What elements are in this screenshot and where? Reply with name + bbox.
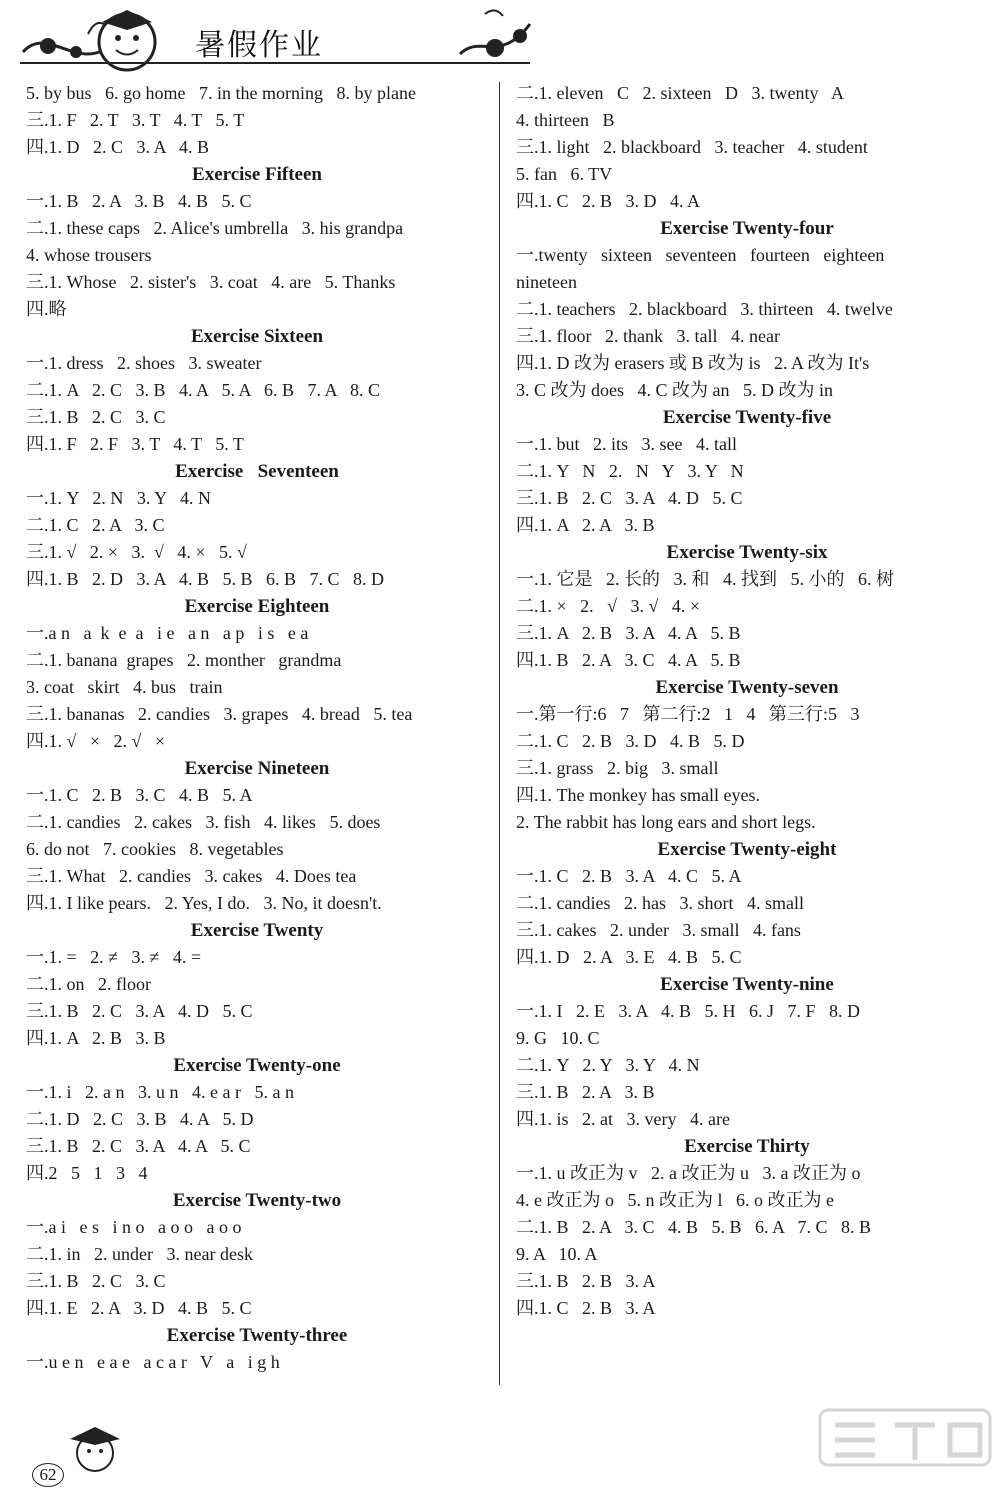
- answer-line: 三.1. B 2. A 3. B: [516, 1082, 655, 1102]
- answer-line: 二.1. these caps 2. Alice's umbrella 3. his grandpa: [26, 218, 404, 238]
- answer-line: 三.1. Whose 2. sister's 3. coat 4. are 5. Thanks: [26, 272, 396, 292]
- answer-line: 5. fan 6. TV: [516, 164, 613, 184]
- answer-line: 三.1. B 2. C 3. A 4. D 5. C: [516, 488, 743, 508]
- answer-line: 二.1. A 2. C 3. B 4. A 5. A 6. B 7. A 8. C: [26, 380, 381, 400]
- answer-line: 四.1. is 2. at 3. very 4. are: [516, 1109, 730, 1129]
- answer-line: 9. A 10. A: [516, 1244, 598, 1264]
- exercise-heading: Exercise Twenty-seven: [655, 677, 839, 698]
- exercise-heading: Exercise Twenty-nine: [660, 974, 834, 995]
- answer-line: 二.1. Y 2. Y 3. Y 4. N: [516, 1055, 700, 1075]
- answer-column-left: [26, 80, 488, 1376]
- answer-line: 一.1. but 2. its 3. see 4. tall: [516, 434, 737, 454]
- exercise-heading: Exercise Sixteen: [190, 326, 324, 347]
- exercise-heading: Exercise Twenty: [190, 920, 324, 941]
- answer-line: 四.1. The monkey has small eyes.: [516, 785, 760, 805]
- answer-line: 一.1. C 2. B 3. A 4. C 5. A: [516, 866, 742, 886]
- exercise-heading: Exercise Twenty-two: [172, 1190, 342, 1211]
- answer-line: 四.1. E 2. A 3. D 4. B 5. C: [26, 1298, 252, 1318]
- answer-line: 一.1. C 2. B 3. C 4. B 5. A: [26, 785, 253, 805]
- answer-line: 4. e 改正为 o 5. n 改正为 l 6. o 改正为 e: [516, 1190, 834, 1210]
- watermark-logo: [815, 1405, 995, 1495]
- answer-line: 一.twenty sixteen seventeen fourteen eighteen: [516, 245, 885, 265]
- answer-line: 三.1. grass 2. big 3. small: [516, 758, 719, 778]
- answer-line: 4. thirteen B: [516, 110, 615, 130]
- answer-line: 四.1. A 2. A 3. B: [516, 515, 655, 535]
- exercise-heading: Exercise Nineteen: [184, 758, 330, 779]
- answer-line: 二.1. teachers 2. blackboard 3. thirteen 4. twelve: [516, 299, 893, 319]
- answer-line: 四.1. B 2. A 3. C 4. A 5. B: [516, 650, 741, 670]
- answer-line: 一.1. I 2. E 3. A 4. B 5. H 6. J 7. F 8. D: [516, 1001, 861, 1021]
- exercise-heading: Exercise Fifteen: [192, 164, 322, 185]
- mascot-footer-icon: [60, 1415, 140, 1485]
- answer-line: 一.1. i 2. a n 3. u n 4. e a r 5. a n: [26, 1082, 294, 1102]
- answer-line: 二.1. D 2. C 3. B 4. A 5. D: [26, 1109, 254, 1129]
- answer-line: 四.1. D 2. A 3. E 4. B 5. C: [516, 947, 742, 967]
- answer-column-right: [516, 80, 978, 1322]
- answer-line: 四.1. C 2. B 3. D 4. A: [516, 191, 701, 211]
- answer-line: 三.1. bananas 2. candies 3. grapes 4. bread 5. tea: [26, 704, 413, 724]
- header-rule: [20, 62, 530, 64]
- answer-line: 三.1. B 2. C 3. A 4. A 5. C: [26, 1136, 251, 1156]
- exercise-heading: Exercise Twenty-one: [173, 1055, 341, 1076]
- answer-line: 二.1. C 2. B 3. D 4. B 5. D: [516, 731, 745, 751]
- vine-ornament-right: [455, 4, 545, 74]
- column-divider: [499, 82, 500, 1385]
- answer-line: 三.1. √ 2. × 3. √ 4. × 5. √: [26, 542, 247, 562]
- answer-line: 三.1. F 2. T 3. T 4. T 5. T: [26, 110, 245, 130]
- answer-line: 一.a i e s i n o a o o a o o: [26, 1217, 242, 1237]
- answer-line: 四.略: [26, 299, 67, 319]
- answer-line: 四.1. I like pears. 2. Yes, I do. 3. No, it doesn't.: [26, 893, 382, 913]
- answer-line: 一.1. u 改正为 v 2. a 改正为 u 3. a 改正为 o: [516, 1163, 861, 1183]
- answer-line: 三.1. B 2. C 3. A 4. D 5. C: [26, 1001, 253, 1021]
- header-title: 暑假作业: [195, 28, 323, 63]
- answer-line: 三.1. B 2. B 3. A: [516, 1271, 656, 1291]
- exercise-heading: Exercise Thirty: [684, 1136, 810, 1157]
- page-header: [0, 0, 1000, 80]
- answer-line: 二.1. C 2. A 3. C: [26, 515, 165, 535]
- answer-line: 二.1. candies 2. cakes 3. fish 4. likes 5. does: [26, 812, 381, 832]
- answer-line: 四.1. D 改为 erasers 或 B 改为 is 2. A 改为 It's: [516, 353, 870, 373]
- answer-line: 二.1. eleven C 2. sixteen D 3. twenty A: [516, 83, 844, 103]
- answer-line: 三.1. cakes 2. under 3. small 4. fans: [516, 920, 801, 940]
- answer-line: 一.u e n e a e a c a r V a i g h: [26, 1352, 280, 1372]
- answer-line: 一.1. 它是 2. 长的 3. 和 4. 找到 5. 小的 6. 树: [516, 569, 894, 589]
- exercise-heading: Exercise Twenty-five: [662, 407, 832, 428]
- answer-line: 二.1. Y N 2. N Y 3. Y N: [516, 461, 744, 481]
- answer-line: 一.a n a k e a i e a n a p i s e a: [26, 623, 309, 643]
- answer-line: 4. whose trousers: [26, 245, 152, 265]
- answer-line: 四.2 5 1 3 4: [26, 1163, 148, 1183]
- answer-line: 3. coat skirt 4. bus train: [26, 677, 223, 697]
- answer-line: 三.1. B 2. C 3. C: [26, 407, 166, 427]
- exercise-heading: Exercise Twenty-three: [166, 1325, 348, 1346]
- answer-line: 四.1. B 2. D 3. A 4. B 5. B 6. B 7. C 8. D: [26, 569, 385, 589]
- answer-line: 3. C 改为 does 4. C 改为 an 5. D 改为 in: [516, 380, 833, 400]
- answer-line: 三.1. B 2. C 3. C: [26, 1271, 166, 1291]
- answer-line: 四.1. √ × 2. √ ×: [26, 731, 166, 751]
- answer-line: 二.1. × 2. √ 3. √ 4. ×: [516, 596, 701, 616]
- answer-line: 四.1. C 2. B 3. A: [516, 1298, 656, 1318]
- answer-line: 一.1. Y 2. N 3. Y 4. N: [26, 488, 211, 508]
- answer-line: 四.1. D 2. C 3. A 4. B: [26, 137, 210, 157]
- exercise-heading: Exercise Seventeen: [175, 461, 339, 482]
- exercise-heading: Exercise Twenty-six: [666, 542, 828, 563]
- answer-line: 三.1. light 2. blackboard 3. teacher 4. student: [516, 137, 868, 157]
- answer-line: 一.1. = 2. ≠ 3. ≠ 4. =: [26, 947, 202, 967]
- answer-line: 一.第一行:6 7 第二行:2 1 4 第三行:5 3: [516, 704, 860, 724]
- answer-line: 一.1. dress 2. shoes 3. sweater: [26, 353, 262, 373]
- answer-line: 二.1. on 2. floor: [26, 974, 151, 994]
- answer-line: 二.1. candies 2. has 3. short 4. small: [516, 893, 804, 913]
- answer-line: 二.1. B 2. A 3. C 4. B 5. B 6. A 7. C 8. B: [516, 1217, 872, 1237]
- exercise-heading: Exercise Twenty-eight: [657, 839, 837, 860]
- answer-line: 9. G 10. C: [516, 1028, 600, 1048]
- answer-line: 5. by bus 6. go home 7. in the morning 8. by plane: [26, 83, 416, 103]
- answer-line: 三.1. What 2. candies 3. cakes 4. Does tea: [26, 866, 357, 886]
- exercise-heading: Exercise Twenty-four: [660, 218, 834, 239]
- answer-line: nineteen: [516, 272, 577, 292]
- answer-line: 2. The rabbit has long ears and short legs.: [516, 812, 816, 832]
- answer-line: 三.1. floor 2. thank 3. tall 4. near: [516, 326, 780, 346]
- page-number: 62: [32, 1463, 64, 1487]
- answer-line: 四.1. F 2. F 3. T 4. T 5. T: [26, 434, 244, 454]
- answer-line: 三.1. A 2. B 3. A 4. A 5. B: [516, 623, 741, 643]
- exercise-heading: Exercise Eighteen: [184, 596, 330, 617]
- answer-line: 6. do not 7. cookies 8. vegetables: [26, 839, 284, 859]
- answer-line: 二.1. in 2. under 3. near desk: [26, 1244, 253, 1264]
- answer-line: 二.1. banana grapes 2. monther grandma: [26, 650, 342, 670]
- answer-line: 四.1. A 2. B 3. B: [26, 1028, 166, 1048]
- answer-line: 一.1. B 2. A 3. B 4. B 5. C: [26, 191, 252, 211]
